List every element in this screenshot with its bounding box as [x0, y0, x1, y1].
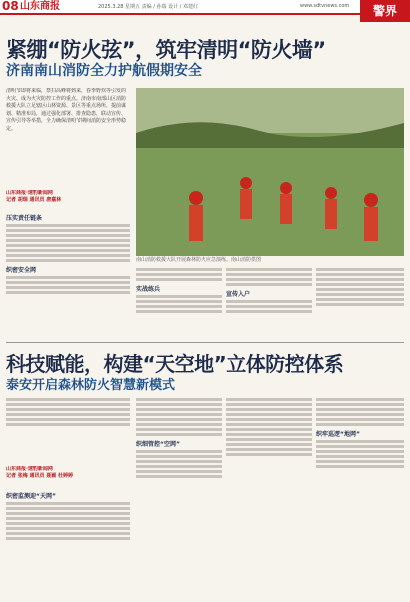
article1-title: 紧绷“防火弦”，筑牢清明“防火墙” [6, 38, 326, 62]
issue-editors: 责编 / 孙瑞 设计 / 邓建红 [141, 4, 198, 10]
subhead-ground-net: 织牢巡逻“地网” [316, 431, 360, 438]
article1-body-col1 [6, 210, 130, 336]
photo-caption: 南山消防救援大队开展森林防火应急演练。南山消防供图 [136, 257, 262, 263]
article1-byline [6, 190, 130, 206]
article1-body-col2 [136, 266, 222, 338]
subhead-outreach: 宣传入户 [226, 291, 251, 298]
subhead-drill: 实战练兵 [136, 286, 161, 293]
subhead-air-net: 织细管控“空网” [136, 441, 180, 448]
firefighters-photo [136, 88, 404, 256]
article1-subtitle: 济南南山消防全力护航假期安全 [6, 63, 202, 79]
subhead-safety-net: 织密安全网 [6, 267, 37, 274]
subhead-sky-net: 织密监测迎“天网” [6, 493, 56, 500]
article2-body-col1 [6, 488, 130, 598]
subhead-responsibility: 压实责任链条 [6, 215, 43, 222]
issue-meta [98, 3, 198, 11]
byline-outlet-2: 山东商报·速豹新闻网 [6, 466, 53, 472]
newspaper-name: 山东商报 [20, 1, 60, 12]
byline-outlet: 山东商报·速豹新闻网 [6, 190, 53, 196]
article1-body-col3 [226, 266, 312, 338]
article2-body-col3 [226, 396, 312, 598]
article2-body-col2 [136, 396, 222, 598]
article2-body-col4 [316, 396, 404, 598]
article2-byline [6, 466, 130, 484]
website-url: www.sdtvnews.com [300, 3, 350, 9]
article1-body-col4 [316, 266, 404, 338]
article2-intro [6, 396, 130, 464]
byline-reporters-2: 记者 张梅 通讯员 聂颖 杜婷婷 [6, 473, 73, 479]
article2-subtitle: 泰安开启森林防火智慧新模式 [6, 378, 176, 393]
byline-reporters: 记者 胡瑞 通讯员 唐嘉林 [6, 197, 62, 203]
article2-title: 科技赋能，构建“天空地”立体防控体系 [6, 352, 344, 376]
article1-lead-text: 清明节即将来临，祭扫高峰将到来，春季野炊等引发的火灾、成为火灾防控工作的重点。济南市南部山区消防救援大队立足辖区山林资源、景区等重点场所，提前谋划、精准布局，通过强化部署、排查隐患，联动宣传、宣传引导等举措，全力确保清明节期间消防安全形势稳定。 [6, 88, 127, 132]
section-badge: 警界 [360, 0, 410, 22]
page-number: 08 [2, 0, 19, 13]
issue-date: 2025.3.28 星期五 [98, 4, 141, 10]
article1-lead [6, 88, 130, 188]
article-divider [6, 342, 404, 343]
